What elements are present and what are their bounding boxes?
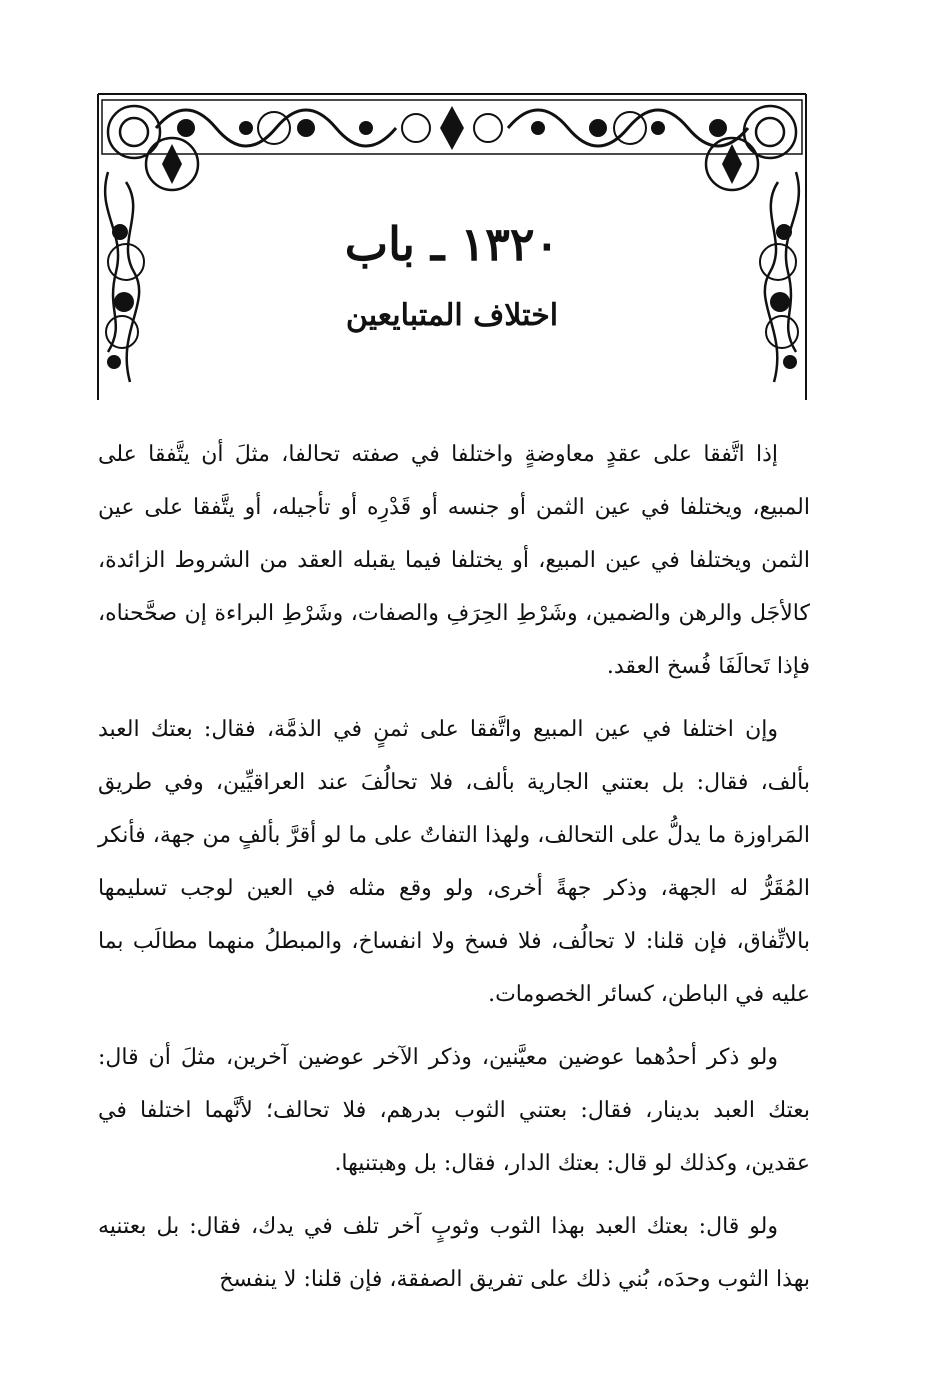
paragraph-1: إذا اتَّفقا على عقدٍ معاوضةٍ واختلفا في صفته تحالفا، مثلَ أن يتَّفقا على المبيع، ويختلفا في عين الثمن أو جنسه أو قَدْرِه أو تأجيله، أو يتَّفقا على عين الثمن ويختلفا في عين المبيع، أو يختلفا فيما يقبله العقد من الشروط الزائدة، كالأجَل والرهن والضمين، وشَرْطِ الحِرَفِ والصفات، وشَرْطِ البراءة إن صحَّحناه، فإذا تَحالَفَا فُسخ العقد. (98, 442, 810, 679)
paragraph-3: ولو ذكر أحدُهما عوضين معيَّنين، وذكر الآخر عوضين آخرين، مثلَ أن قال: بعتك العبد بدينار، فقال: بعتني الثوب بدرهم، فلا تحالف؛ لأنَّهما اختلفا في عقدين، وكذلك لو قال: بعتك الدار، فقال: بل وهبتنيها. (98, 1045, 810, 1176)
paragraph-4: ولو قال: بعتك العبد بهذا الثوب وثوبٍ آخر تلف في يدك، فقال: بل بعتنيه بهذا الثوب وحدَه، بُني ذلك على تفريق الصفقة، فإن قلنا: لا ينفسخ (98, 1214, 810, 1292)
chapter-title: اختلاف المتبايعين (345, 298, 559, 333)
body-text (98, 428, 810, 1306)
chapter-number: ١٣٢٠ ـ باب (344, 217, 560, 271)
paragraph-2: وإن اختلفا في عين المبيع واتَّفقا على ثمنٍ في الذمَّة، فقال: بعتك العبد بألف، فقال: بل بعتني الجارية بألف، فلا تحالُفَ عند العراقيِّين، وفي طريق المَراوزة ما يدلُّ على التحالف، ولهذا التفاتٌ على ما لو أقرَّ بألفٍ من جهة، فأنكر المُقَرُّ له الجهة، وذكر جهةً أخرى، ولو وقع مثله في العين لوجب تسليمها بالاتِّفاق، فإن قلنا: لا تحالُف، فلا فسخ ولا انفساخ، والمبطلُ منهما مطالَب بما عليه في الباطن، كسائر الخصومات. (98, 717, 810, 1007)
chapter-heading (96, 214, 808, 336)
